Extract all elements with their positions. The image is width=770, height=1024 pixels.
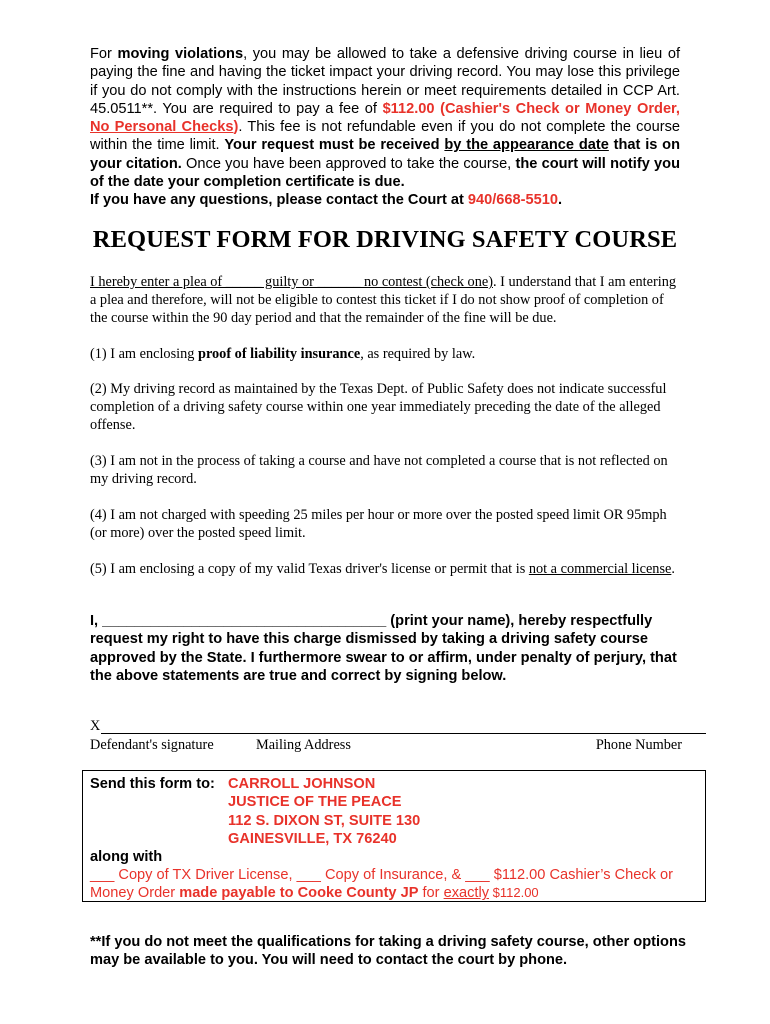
fee-close-text: ) bbox=[233, 119, 239, 136]
exactly-text: exactly bbox=[443, 885, 490, 902]
item-3: (3) I am not in the process of taking a course and have not completed a course that is not reflected on my driving record. bbox=[90, 453, 668, 487]
send-form-label: Send this form to: bbox=[90, 776, 215, 792]
item-text: (1) I am enclosing bbox=[90, 346, 198, 362]
mailing-address-label: Mailing Address bbox=[256, 737, 351, 753]
payable-to-text: made payable to Cooke County JP bbox=[179, 885, 419, 902]
fee-text: $112.00 (Cashier's Check or Money Order, bbox=[382, 100, 680, 117]
signature-labels bbox=[90, 737, 682, 754]
amount-text: $112.00 bbox=[489, 885, 539, 901]
item-text: (5) I am enclosing a copy of my valid Texas driver's license or permit that is bbox=[90, 561, 529, 577]
appearance-date-text: by the appearance date bbox=[444, 137, 609, 154]
address-line: JUSTICE OF THE PEACE bbox=[228, 794, 402, 811]
plea-paragraph bbox=[90, 273, 680, 327]
court-address bbox=[228, 775, 420, 848]
no-personal-checks-text: No Personal Checks bbox=[90, 119, 234, 136]
phone-number-label: Phone Number bbox=[595, 737, 682, 753]
enclosures-text bbox=[90, 866, 700, 903]
enclosures-text-for: for bbox=[418, 885, 444, 902]
questions-text: If you have any questions, please contact the Court at bbox=[90, 192, 468, 209]
court-phone: 940/668-5510 bbox=[467, 192, 558, 209]
intro-paragraph bbox=[90, 45, 680, 210]
item-1 bbox=[90, 345, 680, 363]
court-notify-text: the court will notify you of the date your completion certificate is due. bbox=[90, 155, 680, 191]
footnote: **If you do not meet the qualifications for taking a driving safety course, other options may be available to you. You will need to contact the court by phone. bbox=[90, 934, 686, 969]
plea-text: . I understand that I am entering a plea and therefore, will not be eligible to contest this ticket if I do not show proof of completion of the course within the 90 day period and that the remainder of the fine will be due. bbox=[90, 274, 676, 326]
intro-text: , you may be allowed to take a defensive driving course in lieu of paying the fine and having the ticket impact your driving record. You may lose this privilege if you do not comply with the instructions herein or meet requirements detailed in CCP Art. 45.0511**. You are required to pay a fee of bbox=[90, 46, 680, 117]
intro-text: . bbox=[557, 192, 563, 209]
moving-violations-text: moving violations bbox=[117, 46, 244, 62]
signature-line[interactable] bbox=[101, 733, 706, 734]
citation-text: that is on your citation. bbox=[90, 137, 680, 172]
item-5 bbox=[90, 560, 680, 578]
address-line: GAINESVILLE, TX 76240 bbox=[228, 830, 397, 847]
send-form-box bbox=[82, 770, 706, 902]
form-title: REQUEST FORM FOR DRIVING SAFETY COURSE bbox=[92, 226, 678, 253]
item-text: . bbox=[671, 561, 675, 577]
defendant-signature-label: Defendant's signature bbox=[90, 737, 214, 753]
plea-choice-text: I hereby enter a plea of _____ guilty or ______ no contest (check one) bbox=[90, 274, 493, 290]
address-line: 112 S. DIXON ST, SUITE 130 bbox=[228, 812, 421, 829]
not-commercial-license-text: not a commercial license bbox=[528, 561, 672, 577]
item-4: (4) I am not charged with speeding 25 miles per hour or more over the posted speed limit OR 95mph (or more) over the posted speed limit. bbox=[90, 507, 667, 541]
item-2: (2) My driving record as maintained by the Texas Dept. of Public Safety does not indicate successful completion of a driving safety course within one year immediately preceding the date of the alleged offense. bbox=[90, 381, 667, 433]
liability-insurance-text: proof of liability insurance bbox=[198, 346, 361, 362]
address-line: CARROLL JOHNSON bbox=[228, 776, 376, 792]
item-text: , as required by law. bbox=[360, 346, 476, 362]
signature-x-mark: X bbox=[90, 718, 101, 734]
intro-text: . This fee is not refundable even if you do not complete the course within the time limit. bbox=[90, 119, 680, 154]
enclosures-list: ___ Copy of TX Driver License, ___ Copy of Insurance, & ___ $112.00 Cashier’s Check or Money Order bbox=[90, 867, 673, 902]
along-with-label: along with bbox=[90, 849, 163, 865]
intro-text: Once you have been approved to take the course, bbox=[181, 155, 516, 172]
intro-text: For bbox=[90, 46, 118, 62]
request-received-text: Your request must be received bbox=[224, 137, 445, 154]
affirmation-paragraph: I, ___________________________________ (print your name), hereby respectfully request my right to have this charge dismissed by taking a driving safety course approved by the State. I furthermore swear to or affirm, under penalty of perjury, that the above statements are true and correct by signing below. bbox=[90, 613, 677, 684]
